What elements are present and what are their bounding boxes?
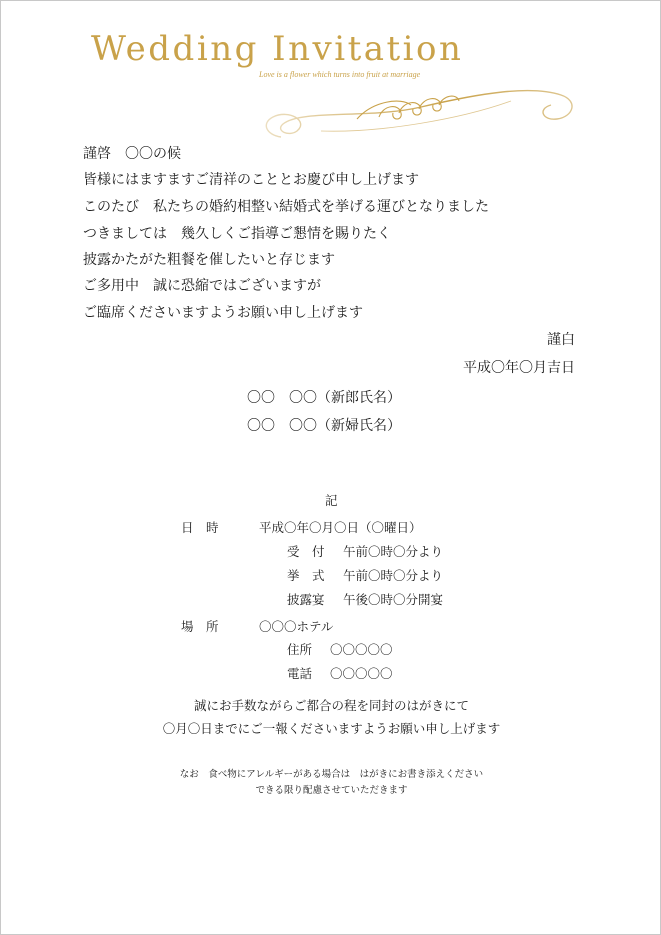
body-line-1: 皆様にはますますご清祥のこととお慶び申し上げます bbox=[83, 172, 419, 188]
body-line-3: つきましては 幾久しくご指導ご懇情を賜りたく bbox=[83, 226, 391, 242]
phone-value: 〇〇〇〇〇 bbox=[330, 666, 393, 681]
venue-label: 場 所 bbox=[181, 619, 219, 634]
bride-name: 〇〇 〇〇（新婦氏名） bbox=[247, 418, 401, 434]
body-line-6: ご臨席くださいますようお願い申し上げます bbox=[83, 305, 363, 321]
address-label: 住所 bbox=[287, 642, 313, 657]
invitation-header bbox=[81, 21, 581, 151]
body-line-2: このたび 私たちの婚約相整い結婚式を挙げる運びとなりました bbox=[83, 199, 489, 215]
details-heading: 記 bbox=[325, 493, 338, 508]
schedule-label-banquet: 披露宴 bbox=[287, 592, 325, 607]
schedule-label-ceremony: 挙 式 bbox=[287, 568, 325, 583]
groom-name: 〇〇 〇〇（新郎氏名） bbox=[247, 390, 401, 406]
closing-word: 謹白 bbox=[547, 332, 575, 348]
letter-date: 平成〇年〇月吉日 bbox=[463, 360, 575, 376]
address-value: 〇〇〇〇〇 bbox=[330, 642, 393, 657]
schedule-label-reception: 受 付 bbox=[287, 544, 325, 559]
allergy-note-line-2: できる限り配慮させていただきます bbox=[255, 785, 408, 796]
rsvp-line-1: 誠にお手数ながらご都合の程を同封のはがきにて bbox=[193, 698, 469, 713]
schedule-value-ceremony: 午前〇時〇分より bbox=[343, 568, 444, 583]
venue-value: 〇〇〇ホテル bbox=[259, 619, 334, 634]
schedule-value-banquet: 午後〇時〇分開宴 bbox=[343, 592, 444, 607]
greeting-line: 謹啓 〇〇の候 bbox=[83, 146, 181, 162]
datetime-label: 日 時 bbox=[181, 520, 219, 535]
phone-label: 電話 bbox=[287, 666, 313, 681]
invitation-tagline: Love is a flower which turns into fruit at marriage bbox=[259, 70, 421, 79]
schedule-value-reception: 午前〇時〇分より bbox=[343, 544, 444, 559]
body-line-4: 披露かたがた粗餐を催したいと存じます bbox=[83, 252, 335, 268]
body-line-5: ご多用中 誠に恐縮ではございますが bbox=[83, 278, 321, 294]
datetime-value: 平成〇年〇月〇日（〇曜日） bbox=[259, 520, 422, 535]
rsvp-line-2: 〇月〇日までにご一報くださいますようお願い申し上げます bbox=[162, 721, 501, 736]
invitation-title: Wedding Invitation bbox=[91, 29, 464, 69]
allergy-note-line-1: なお 食べ物にアレルギーがある場合は はがきにお書き添えください bbox=[179, 769, 484, 780]
